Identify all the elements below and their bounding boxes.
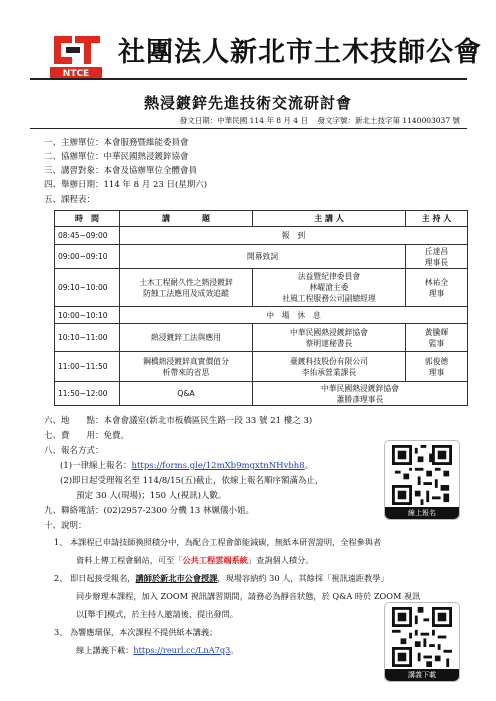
audience: 三、講習對象：本會及協辦單位全體會員 [44, 166, 198, 176]
handout-qr-card[interactable] [384, 602, 460, 682]
fee: 七、費 用：免費。 [44, 431, 130, 441]
ntce-logo [46, 30, 108, 80]
signup-label: 八、報名方式： [44, 446, 104, 456]
table-header-row [55, 211, 468, 227]
col-topic: 講 題 [120, 211, 253, 227]
signup-qr-icon [392, 445, 452, 505]
table-row: 09:00~09:10 開幕致詞 丘達昌 理事長 [55, 245, 468, 269]
event-date: 四、舉辦日期：114 年 8 月 23 日(星期六) [44, 180, 208, 190]
table-row: 09:10~10:00 土木工程耐久性之熱浸鍍鋅 防蝕工法應用及成效追蹤 法益暨紀律委員會 林曜滄主委 社風工程服務公司副總經理 林祐全 理事 [55, 269, 468, 307]
note-1-line-1: 1、 本課程已申請技師換照積分中，為配合工程會節能減碳，無紙本研習證明，全程參與者 [54, 537, 382, 547]
note-3-line-1: 3、 為響應環保，本次課程不提供紙本講義； [54, 627, 218, 637]
signup-qr-card[interactable] [384, 440, 460, 520]
note-2-line-1: 2、 即日起接受報名，講師於新北市公會授課，現場容納約 30 人，其餘採「視訊遠距教學」 [54, 573, 389, 583]
col-host: 主 持 人 [406, 211, 468, 227]
signup-online: (1)一律線上報名：https://forms.gle/12mXb9mgxtnNHvbh8。 [60, 461, 314, 471]
title-divider [30, 128, 467, 129]
issue-info [180, 115, 460, 126]
schedule-table [54, 210, 468, 406]
handout-qr-icon [392, 607, 452, 667]
handout-qr-label: 講義下載 [385, 669, 459, 681]
contact: 九、聯絡電話：(02)2957-2300 分機 13 林姵儀小姐。 [44, 506, 255, 516]
col-time: 時 間 [55, 211, 120, 227]
cloud-system-name: 公共工程雲端系統 [182, 555, 248, 565]
note-3-line-2: 線上講義下載：https://reurl.cc/LnA7q3。 [76, 645, 239, 655]
document-title: 熱浸鍍鋅先進技術交流研討會 [143, 94, 352, 112]
header-divider [30, 78, 467, 80]
table-row: 11:50~12:00 Q&A 中華民國熱浸鍍鋅協會 蕭勝彥理事長 [55, 382, 468, 406]
co-organizer: 二、協辦單位：中華民國熱浸鍍鋅協會 [44, 152, 189, 162]
signup-qr-label: 線上報名 [385, 507, 459, 519]
note-2-line-3: 以[舉手]模式，於主持人邀請後，提出發問。 [76, 609, 238, 619]
issue-date: 發文日期：中華民國 114 年 8 月 4 日 [179, 116, 308, 125]
logo-text: NTCE [62, 69, 90, 79]
issue-number: 發文字號：新北土技字第 1140003037 號 [317, 116, 460, 125]
org-name: 社團法人新北市土木技師公會 [118, 37, 482, 68]
signup-deadline: (2)即日起受理報名至 114/8/15(五)截止，依線上報名順序額滿為止， [60, 476, 324, 486]
schedule-label: 五、課程表： [44, 195, 96, 205]
col-speaker: 主 講 人 [253, 211, 406, 227]
table-row: 10:00~10:10 中 場 休 息 [55, 307, 468, 324]
table-row: 10:10~11:00 熱浸鍍鋅工法與應用 中華民國熱浸鍍鋅協會 蔡明達秘書長 黃騰輝 監事 [55, 324, 468, 352]
table-row: 08:45~09:00 報 到 [55, 227, 468, 245]
signup-form-link[interactable]: https://forms.gle/12mXb9mgxtnNHvbh8 [131, 461, 305, 471]
handout-link[interactable]: https://reurl.cc/LnA7q3 [133, 645, 231, 655]
host-unit: 一、主辦單位：本會服務暨維能委員會 [44, 138, 189, 148]
signup-capacity: 預定 30 人(現場)；150 人(視訊)人數。 [76, 491, 227, 501]
location: 六、地 點：本會會議室(新北市板橋區民生路一段 33 號 21 樓之 3) [44, 416, 313, 426]
note-2-line-2: 同步辦理本課程，加入 ZOOM 視訊講習期間，請務必為靜音狀態，於 Q&A 時於 ZOOM 視訊 [76, 591, 421, 601]
notes-label: 十、說明： [44, 521, 87, 531]
in-person-highlight: 講師於新北市公會授課 [135, 573, 218, 583]
note-1-line-2: 資料上傳工程會網站，可至「公共工程雲端系統」查詢個人積分。 [76, 555, 314, 565]
table-row: 11:00~11:50 鋼橋熱浸鍍鋅真實價值分 析帶來的省思 臺鍍科技股份有限公司 李佑承營業課長 郭俊德 理事 [55, 352, 468, 382]
